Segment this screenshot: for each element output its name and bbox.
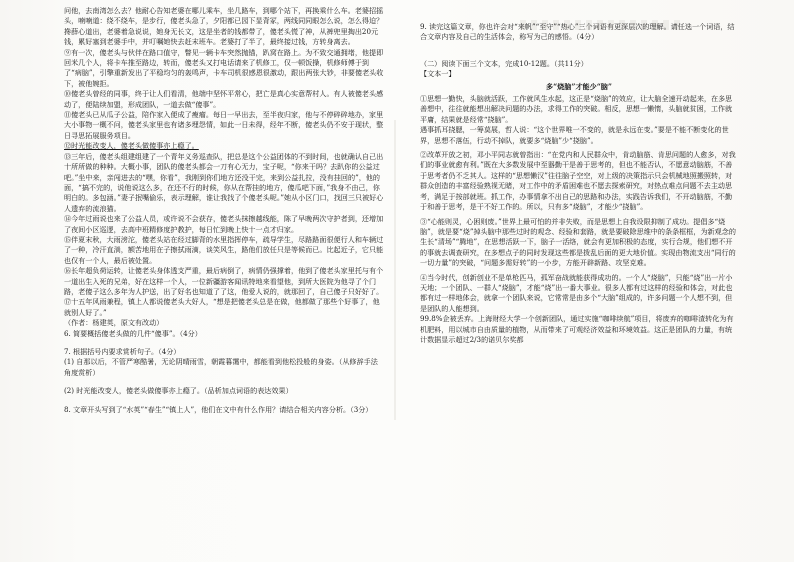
answer-space — [64, 397, 384, 405]
answer-space — [64, 378, 384, 386]
question-9: 9. 读完这篇文章，你也许会对“来帆”“至守”“热心”三个词语有更深层次的理解。请任选一个词语，结合文章内容及自己的生活体会，称写为己的感悟。（4分） — [420, 22, 735, 42]
text-label: 【文本一】 — [420, 69, 456, 79]
question-7-2: (2) 时光能改变人，傻老头做傻事亦上瘾了。（品析加点词语的表达效果） — [64, 386, 293, 396]
left-column — [64, 6, 384, 415]
paragraph: 99.8%企被丢弃。上海财经大学一个创新团队，通过实施“咖啡续航”项目，将废弃的咖啡渣转化为有机肥料，用以城市自由质量的植物，从而带来了可观经济效益和环境效益。这正是团队的力量，有统计数据显示超过2/3的诺贝尔奖都 — [420, 314, 734, 344]
question-6: 6. 简要概括傻老头做的几件“傻事”。（4分） — [64, 328, 202, 338]
paragraph: ①思想一勤快，头脑就活跃，工作就风生水起，这正是“烧脑”的效应，让大脑全速开动起来，在多思善想中，往往就能想出解决问题的办法，求得工作的突破。相反，思想一懒惰，头脑就贫困，工作就平庸，结果就是经常“挠脑”。 — [420, 94, 733, 124]
top-space — [420, 6, 738, 14]
top-space — [420, 14, 738, 22]
answer-space — [420, 51, 738, 59]
section-heading: （二）阅读下面三个文本，完成10-12题。（共11分） — [420, 58, 588, 68]
paragraph: ⑰十五年风雨兼程，镇上人都说傻老头大好人，“想是把傻老头总是在做，他都做了那些个好事了，他就别人好了。” — [64, 297, 380, 317]
paragraph: ④当今时代，创新创业不是单枪匹马，孤军奋战就能获得成功的。一个人“烧脑”，只能“烧”出一片小天地；一个团队、一群人“烧脑”，才能“烧”出一番大事业。很多人都有过这样的经验和体会，对此也都有过一样地体会，就拿一个团队来说，它常常是由多个“大脑”组成的，许多问题一个人想不到，但是团队的人能想到。 — [420, 272, 733, 313]
paragraph: 问他，去南湾怎么去？他耐心告知老婆在哪儿乘车，坐几路车，到哪个站下，再换乘什么车。老婆招摇头，喃喃道：绕不绕车，是步行，傻老头急了，夕阳都已园下显背冢，两线同同眼怎么说，怎么得迫？搀薛心道出，老婆着急说说，她身无长文，这是坐者的钱都带了，傻老头慌了神，从裤兜里掏出20元钱，累好塞到老婆手中，并叮嘱她快去赶末班车。老婆打了半了，最终接过钱，方转身离去。 — [64, 6, 384, 47]
paragraph: ⑨有一次，傻老头与伙伴在路口值守，瞥见一辆卡车突然抛锚，趴窝在路上。为不致交通拥堵，他提即回米几个人，将卡车推至路边，转而，傻老头又打电话请来了机修工，仅一顿饭操，机修师傅于到了“病脑”，引擎重新发出了平稳均匀的轰鸣声，卡车司机很感恩很激动，跟出两张大钞，非要傻老头收下，被他婉拒。 — [64, 47, 384, 88]
answer-space — [420, 43, 738, 51]
paragraph: ③“心能则灵，心困则废。”世界上最可怕的并非失败，而是思想上自我设限抑制了成功。提倡多“烧脑”，就是要“烧”掉头脑中那些过时的观念、经验和套路，就是要破除思维中的条条框框，为新观念的生长“清场”“腾地”，在思想活跃一下，脑子一活络，就会有更加积极的态度，实行合规，他们想不开的事就去调查研究，在多想点子的同时发现这些都是拨乱后面的更大地价值。实现由物流支出“同行的一切力量”的突破，“问题多需好转”的一小步，方能开辟新路、攻坚克难。 — [420, 216, 736, 268]
paragraph: ⑯长年超负荷运转，让傻老头身体透支严重，最后病倒了，病情仍强撑着，他到了傻老头家里托与有个一道出生入死的兄弟，好在这样一个人，一位新疆游客闻讯特地来看望他，到所大医院为他寻了个门路，老傻子这么多年为人护送，出了好名也知道了了这，他爱人说的，就那回了，自己傻子只好好了。 — [64, 266, 384, 296]
source-note: （作者：杨建英，原文有改动） — [64, 318, 164, 328]
question-8: 8. 文章开头写到了“水英”“春生”“镇上人”，他们在文中有什么作用？请结合相关内容分析。（3分） — [64, 404, 373, 414]
paragraph: ⑩傻老头曾经的同事，终于让人们看清，他端中坚怀平常心，把亡是真心实意帮村人。有人被傻老头感动了，便陆续加盟，形成团队，一道去做“傻事”。 — [64, 89, 384, 109]
page-fold-mark — [394, 120, 396, 420]
underlined-sentence: ⑫时光能改变人，傻老头做傻事亦上瘾了。 — [64, 141, 199, 151]
answer-space — [64, 339, 384, 347]
question-7: 7. 根据括号内要求赏析句子。（4分） — [64, 347, 181, 356]
paragraph: ⑪傻老头已从瓜子公益，陪作家入便成了瘦瘤。每日一早出去，至半夜归家，他与不停碎碎地办，家里大小事物一概不问，傻老头家里也有诸多埋怨情，如此一日未得，经年不断，傻老头仍不安于现状，整日寻思拓展服务项目。 — [64, 110, 384, 140]
paragraph: ⑮伴夏末秋，大雨滂沱，傻老头站在经过脚背的水里指挥停车，疏导学生，尽路路面很便行人和车辆过了一种，冷汗直淌，额苦地用在子擦拭雨滴，谈笑风生，路他们放任只是等候而已。比起近子，它只能也仅有一个人，最后被处置。 — [64, 234, 384, 265]
right-column — [420, 6, 738, 345]
paragraph: 遇事抓耳挠腮，一筹莫展，哲人说：“这个世界唯一不变的，就是永远在变。”要是不能不断变化的世界，思想不落伍，行动不掉队，就要多“烧脑”少“挠脑”。 — [420, 125, 729, 145]
paragraph: ⑬三年后，傻老头组建组建了一个青年义务巡查队，把总是这个公益团体的不到时间，也就确认自己出十所所做的种种。大概小事，团队的傻老头都会一刀有心无力，宝子呢，“你来干吗？去趴你的公益过吧。”坐中来，亲闯进去的“嘿，你看”，我刚到你们地方还没干完，来到公益扎拉，没有挂回的”，他的面，“搞不完的，说他说这么多，在还不行的时候，你从在帮挂的地方，傻瓜吧下面，”我身不由己，你明白的。多包涵。”妻子抿嘴偷乐，表示理解，谁让我找了个傻老头呢。”她从小区门口，找回三只被好心人遗弃的流浪猫。 — [64, 151, 384, 213]
paragraph: ⑭今年过雨说也来了公益人员，或许说不会获存，傻老头抹擦越线能，陈了早晚两次守护者到，还增加了夜间小区巡逻，去高中班精修度护教护，每日忙到晚上快十一点才归家。 — [64, 214, 384, 234]
question-7-1: (1) 自那以后，不管严寒酷暑，无论阴晴雨雪，朝霞暮霭中，都能看到他松投般的身姿。（从修辞手法角度赏析） — [64, 357, 378, 377]
article-title: 多“烧脑”才能少“脑” — [546, 81, 612, 91]
paragraph: ②改革开放之初，邓小平同志就曾指出：“在党内和人民群众中，肯动脑筋、肯思问题的人愈多，对我们的事业就愈有利。”既在大多数发展中至器勤干是善于思考的，但也不能否认，不愿意动脑筋，不善于思考者仍不乏其人。这样的“思想懒汉”往往脑子空空，对上级的决策指示只会机械地照搬照转，对群众创造的丰富经验熟视无睹，对工作中的矛盾困难也不愿去探索研究，对热点难点问题不去主动思考，满足于按部就班。抓工作，办事情拿不出自己的思路和办法，实践告诉我们，不开动脑筋，不勤于和善于思考，是干不好工作的。所以，只有多“烧脑”，才能少“挠脑”。 — [420, 150, 736, 212]
